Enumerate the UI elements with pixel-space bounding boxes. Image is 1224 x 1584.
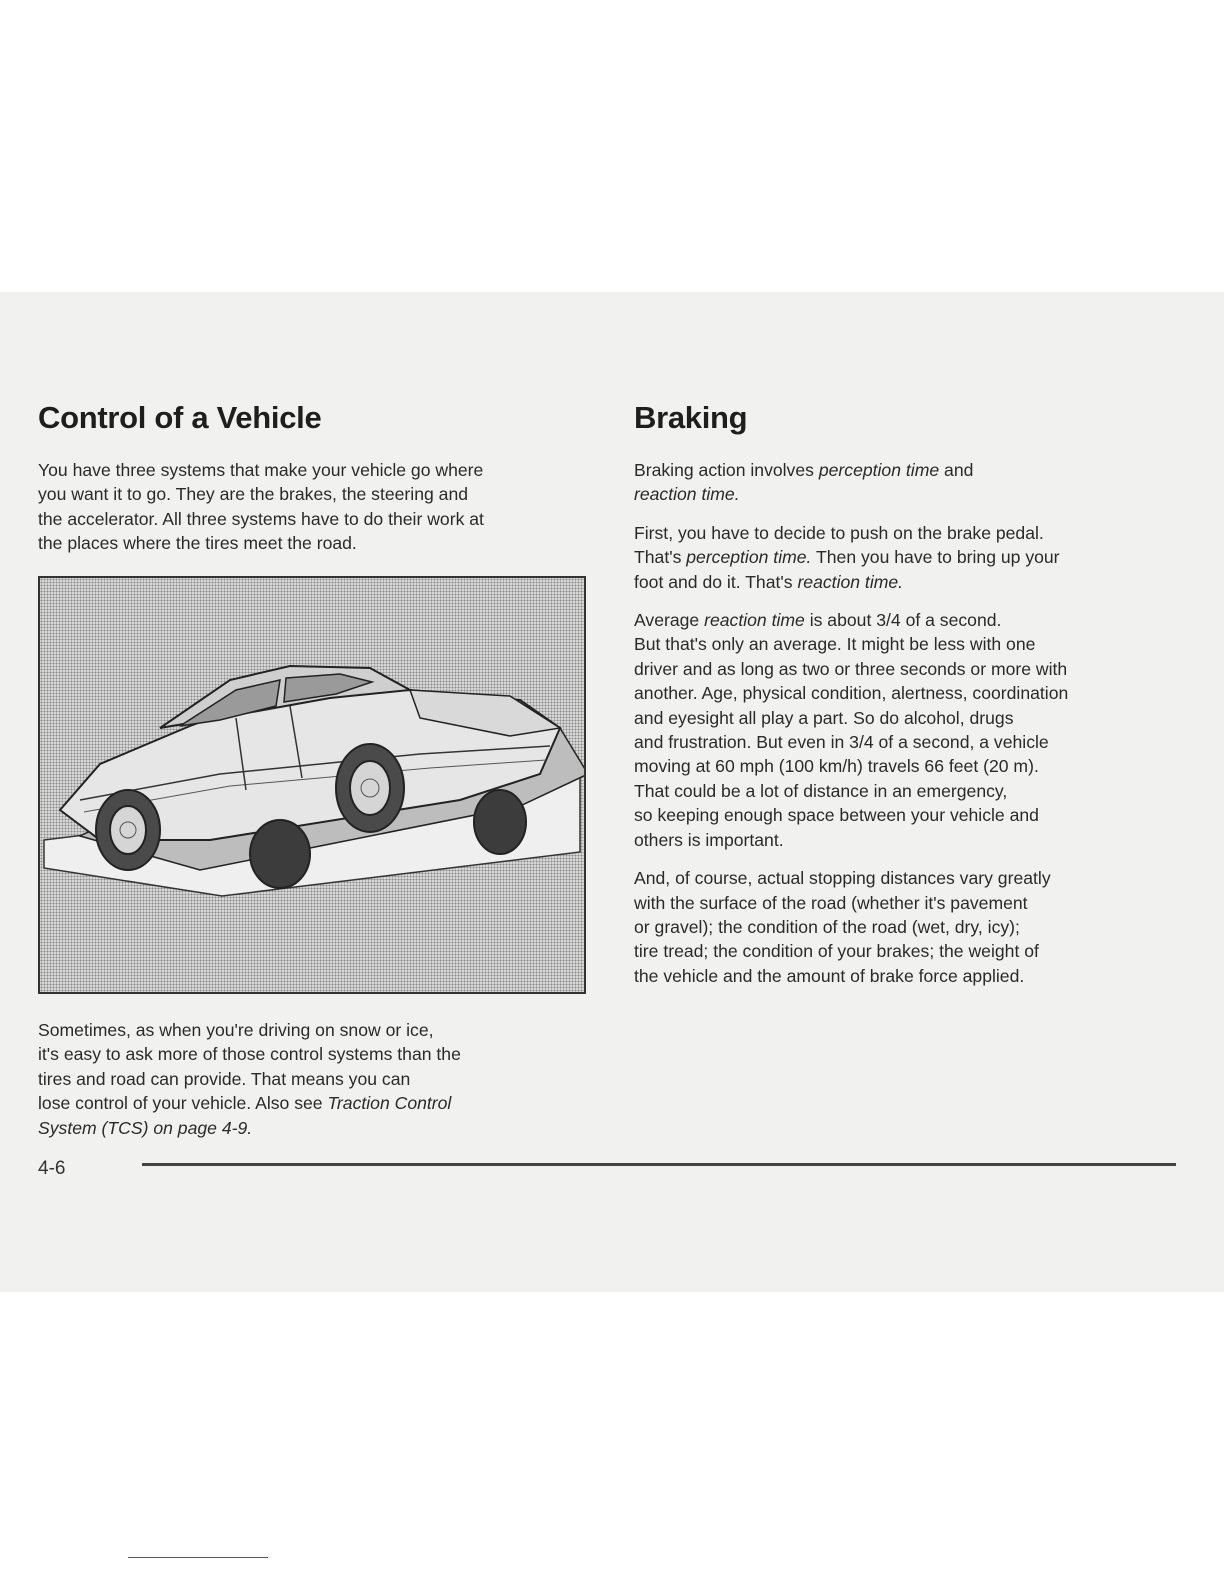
section-heading-control: Control of a Vehicle xyxy=(38,400,322,435)
text-line xyxy=(634,545,1182,569)
text-line: First, you have to decide to push on the brake pedal. xyxy=(634,522,1044,543)
text-line: others is important. xyxy=(634,829,784,850)
text-line: tires and road can provide. That means you can xyxy=(38,1068,411,1089)
text-segment: and xyxy=(939,460,974,480)
text-line: You have three systems that make your vehicle go where xyxy=(38,460,484,480)
braking-paragraph-2 xyxy=(634,521,1182,594)
text-segment: Then you have to bring up your xyxy=(811,547,1060,568)
text-line: another. Age, physical condition, alertness, coordination xyxy=(634,683,1069,704)
text-line xyxy=(634,608,1182,632)
text-line: But that's only an average. It might be less with one xyxy=(634,634,1036,655)
text-line xyxy=(634,570,1182,594)
term-perception-time: perception time xyxy=(818,460,940,480)
text-line: with the surface of the road (whether it's pavement xyxy=(634,892,1028,913)
text-line: And, of course, actual stopping distances vary greatly xyxy=(634,868,1051,889)
section-heading-braking: Braking xyxy=(634,400,748,435)
text-segment: Average xyxy=(634,610,705,631)
text-line: driver and as long as two or three seconds or more with xyxy=(634,658,1068,679)
text-segment: lose control of your vehicle. Also see xyxy=(38,1093,328,1114)
car-on-tilted-surface-drawing xyxy=(40,578,584,992)
text-line: tire tread; the condition of your brakes; the weight of xyxy=(634,941,1039,962)
vehicle-illustration xyxy=(38,576,586,994)
text-line: you want it to go. They are the brakes, the steering and xyxy=(38,484,469,505)
braking-paragraph-4 xyxy=(634,866,1182,988)
right-column xyxy=(634,398,1182,1002)
term-reaction-time: reaction time. xyxy=(634,484,740,505)
text-line: so keeping enough space between your vehicle and xyxy=(634,805,1039,826)
text-line: That could be a lot of distance in an emergency, xyxy=(634,780,1008,801)
text-segment: is about 3/4 of a second. xyxy=(804,610,1002,631)
text-line: or gravel); the condition of the road (wet, dry, icy); xyxy=(634,916,1020,937)
page-number: 4-6 xyxy=(38,1158,66,1179)
text-segment: That's xyxy=(634,547,687,568)
tcs-cross-reference-link-cont[interactable]: System (TCS) on page 4-9. xyxy=(38,1117,253,1138)
footer-rule xyxy=(142,1163,1176,1166)
text-line: it's easy to ask more of those control systems than the xyxy=(38,1044,461,1065)
text-line xyxy=(38,1116,588,1140)
text-line: and eyesight all play a part. So do alcohol, drugs xyxy=(634,707,1014,728)
text-line xyxy=(634,482,1182,506)
text-line: and frustration. But even in 3/4 of a second, a vehicle xyxy=(634,732,1049,753)
text-line xyxy=(38,1091,588,1115)
control-outro-paragraph xyxy=(38,1018,588,1140)
text-line: Sometimes, as when you're driving on snow or ice, xyxy=(38,1020,434,1040)
text-line: the accelerator. All three systems have to do their work at xyxy=(38,508,484,529)
text-line: moving at 60 mph (100 km/h) travels 66 feet (20 m). xyxy=(634,756,1039,777)
left-column xyxy=(38,398,588,570)
braking-paragraph-1 xyxy=(634,458,1182,507)
text-line: the places where the tires meet the road. xyxy=(38,533,357,554)
tcs-cross-reference-link[interactable]: Traction Control xyxy=(327,1093,452,1114)
bottom-link-underline xyxy=(128,1557,268,1558)
text-segment: foot and do it. That's xyxy=(634,571,798,592)
term-reaction-time: reaction time. xyxy=(797,571,904,592)
text-line xyxy=(634,458,1182,482)
text-segment: Braking action involves xyxy=(634,460,819,480)
braking-paragraph-3 xyxy=(634,608,1182,852)
text-line: the vehicle and the amount of brake force applied. xyxy=(634,965,1025,986)
control-outro-block xyxy=(38,1018,588,1154)
term-perception-time: perception time. xyxy=(686,547,812,568)
control-intro-paragraph xyxy=(38,458,588,556)
term-reaction-time: reaction time xyxy=(704,610,805,631)
